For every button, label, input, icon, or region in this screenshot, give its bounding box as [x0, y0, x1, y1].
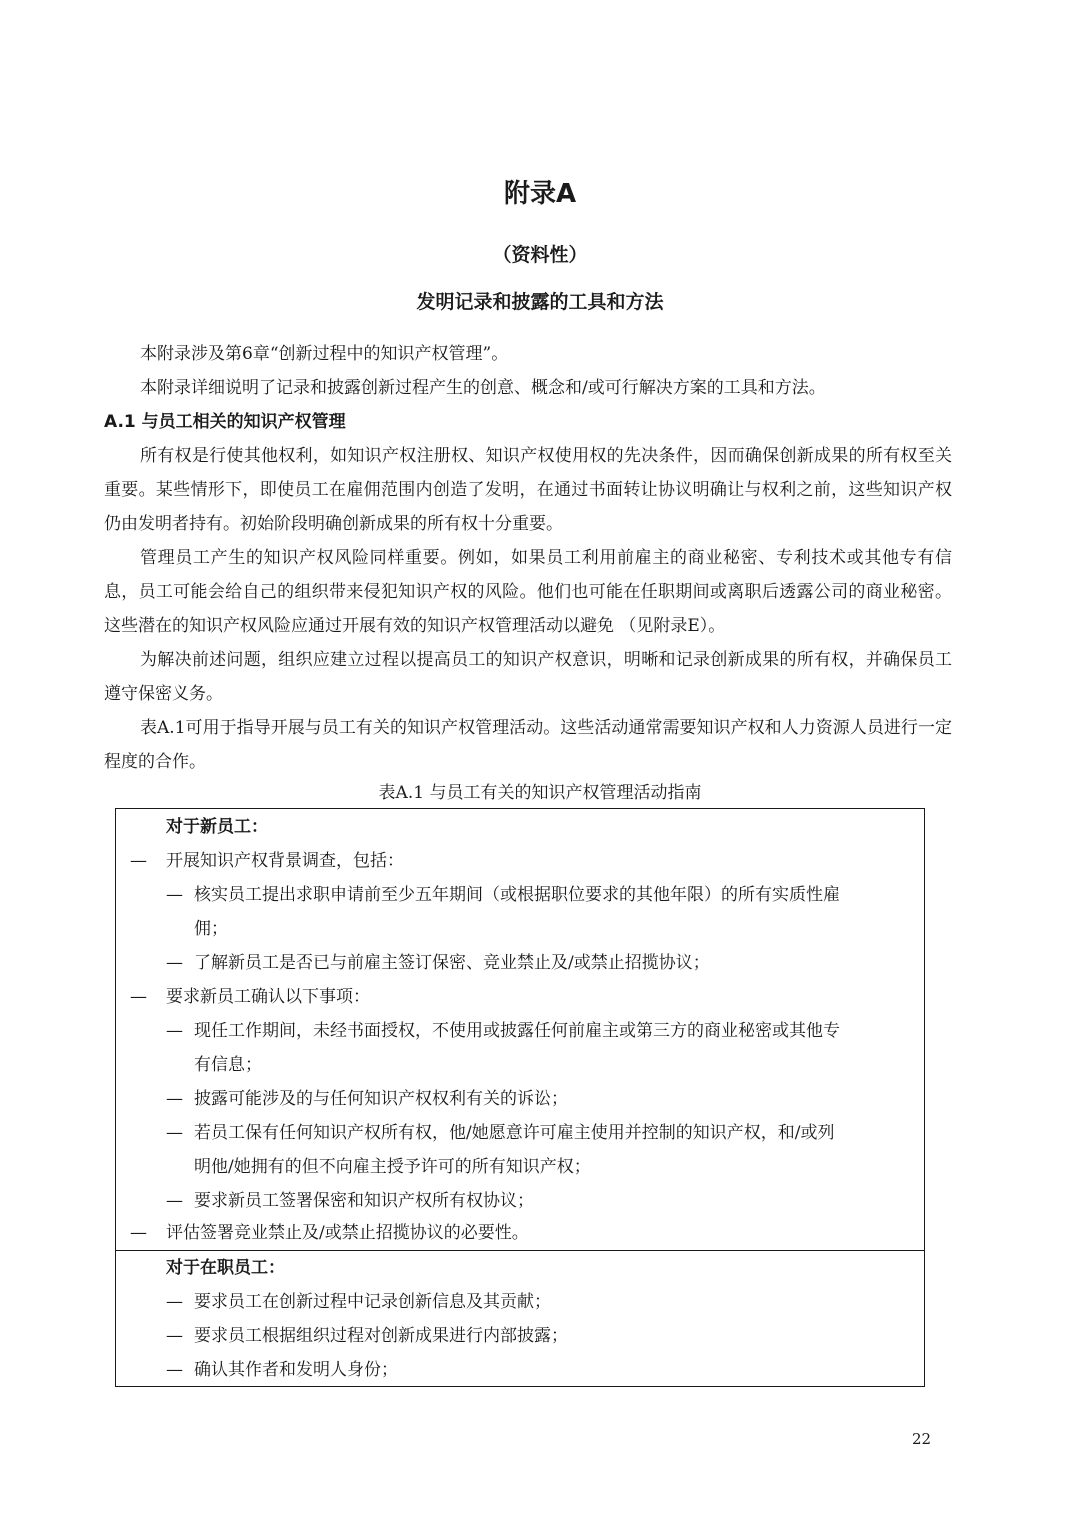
table-item: 开展知识产权背景调查，包括：: [166, 851, 404, 871]
dash-marker: —: [166, 1021, 183, 1041]
table-item: 若员工保有任何知识产权所有权，他/她愿意许可雇主使用并控制的知识产权，和/或列: [194, 1123, 835, 1143]
table-item: 核实员工提出求职申请前至少五年期间（或根据职位要求的其他年限）的所有实质性雇: [194, 885, 840, 905]
table-item: 要求新员工确认以下事项：: [166, 987, 370, 1007]
body-paragraph: 所有权是行使其他权利，如知识产权注册权、知识产权使用权的先决条件，因而确保创新成果的所有权至关重要。某些情形下，即使员工在雇佣范围内创造了发明，在通过书面转让协议明确让与权利之前，这些知识产权仍由发明者持有。初始阶段明确创新成果的所有权十分重要。: [104, 446, 952, 534]
table-item: 了解新员工是否已与前雇主签订保密、竞业禁止及/或禁止招揽协议；: [194, 953, 710, 973]
intro-paragraph: 本附录涉及第6章“创新过程中的知识产权管理”。: [140, 344, 509, 364]
intro-paragraph: 本附录详细说明了记录和披露创新过程产生的创意、概念和/或可行解决方案的工具和方法。: [140, 378, 826, 398]
dash-marker: —: [130, 987, 147, 1007]
dash-marker: —: [166, 1292, 183, 1312]
table-item: 确认其作者和发明人身份；: [194, 1360, 398, 1380]
table-item: 佣；: [194, 919, 228, 939]
dash-marker: —: [166, 1123, 183, 1143]
table-item: 要求新员工签署保密和知识产权所有权协议；: [194, 1191, 534, 1211]
appendix-title: 附录A: [503, 179, 577, 209]
table-item: 要求员工在创新过程中记录创新信息及其贡献；: [194, 1292, 551, 1312]
dash-marker: —: [130, 1223, 147, 1243]
section-heading: A.1 与员工相关的知识产权管理: [104, 412, 346, 432]
body-paragraph: 表A.1可用于指导开展与员工有关的知识产权管理活动。这些活动通常需要知识产权和人力资源人员进行一定程度的合作。: [104, 718, 952, 772]
appendix-type: （资料性）: [492, 244, 588, 266]
table-item: 现任工作期间，未经书面授权，不使用或披露任何前雇主或第三方的商业秘密或其他专: [194, 1021, 840, 1041]
table-section-current-employees: [116, 1251, 924, 1386]
guide-table: [115, 808, 925, 1387]
table-section-new-employees: [116, 809, 924, 1251]
dash-marker: —: [166, 1191, 183, 1211]
dash-marker: —: [166, 1089, 183, 1109]
table-item: 明他/她拥有的但不向雇主授予许可的所有知识产权；: [194, 1157, 591, 1177]
table-item: 有信息；: [194, 1055, 262, 1075]
dash-marker: —: [166, 1326, 183, 1346]
page-number: 22: [912, 1430, 932, 1448]
table-item: 评估签署竞业禁止及/或禁止招揽协议的必要性。: [166, 1223, 529, 1243]
table-item: 披露可能涉及的与任何知识产权权利有关的诉讼；: [194, 1089, 568, 1109]
table-caption: 表A.1 与员工有关的知识产权管理活动指南: [378, 783, 702, 803]
body-paragraph: 管理员工产生的知识产权风险同样重要。例如，如果员工利用前雇主的商业秘密、专利技术或其他专有信息，员工可能会给自己的组织带来侵犯知识产权的风险。他们也可能在任职期间或离职后透露公司的商业秘密。这些潜在的知识产权风险应通过开展有效的知识产权管理活动以避免 （见附录E）。: [104, 548, 952, 636]
dash-marker: —: [166, 1360, 183, 1380]
body-paragraph: 为解决前述问题，组织应建立过程以提高员工的知识产权意识，明晰和记录创新成果的所有权，并确保员工遵守保密义务。: [104, 650, 952, 704]
appendix-subject: 发明记录和披露的工具和方法: [416, 291, 664, 313]
dash-marker: —: [166, 885, 183, 905]
table-item: 要求员工根据组织过程对创新成果进行内部披露；: [194, 1326, 568, 1346]
dash-marker: —: [166, 953, 183, 973]
table-section-heading: 对于在职员工：: [166, 1258, 285, 1278]
table-section-heading: 对于新员工：: [166, 817, 268, 837]
dash-marker: —: [130, 851, 147, 871]
